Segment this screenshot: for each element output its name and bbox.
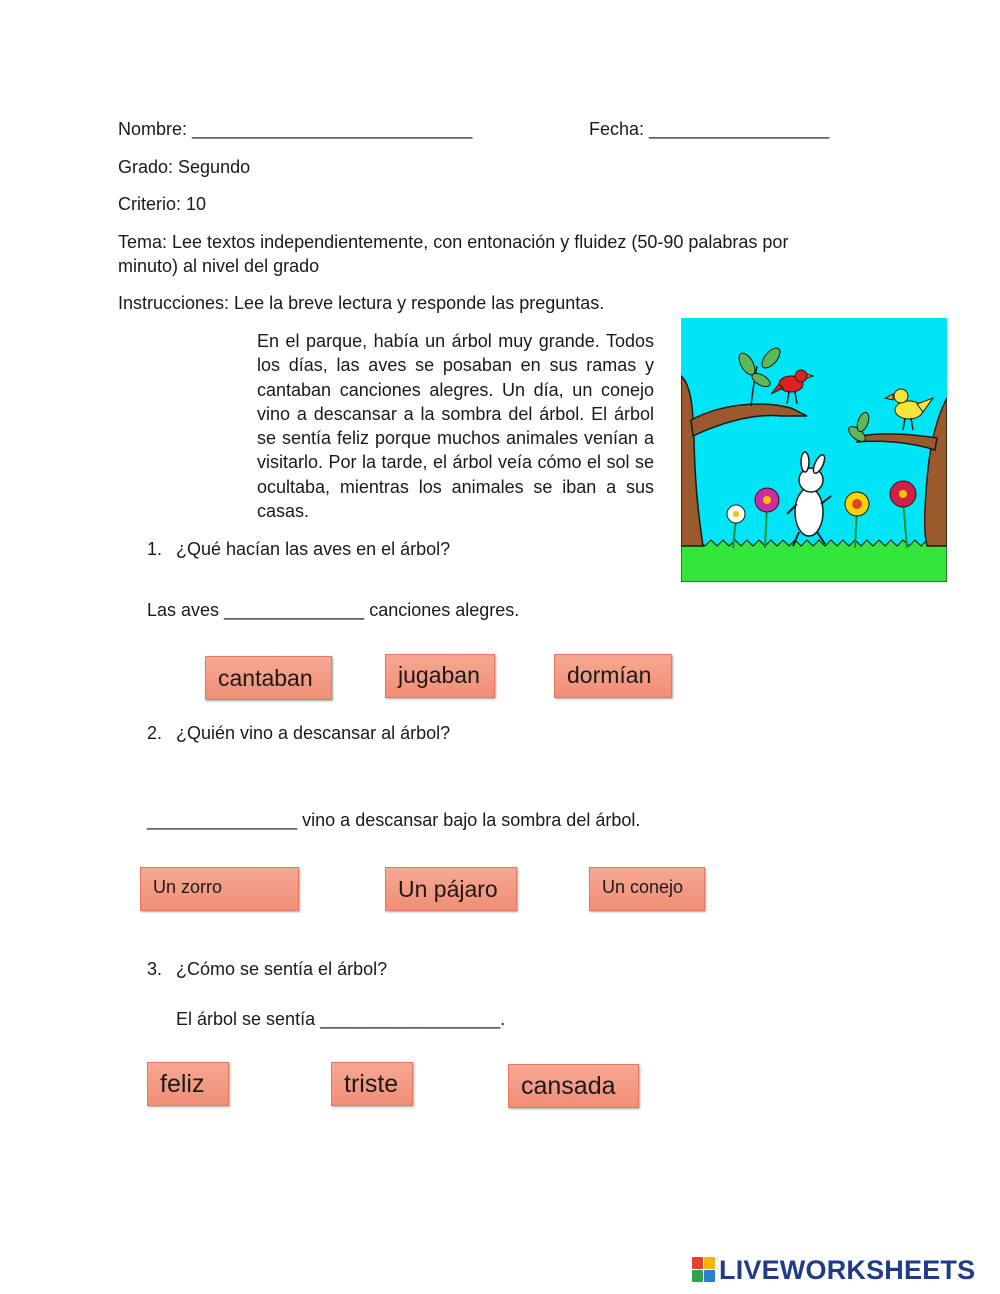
option-label: cantaban	[218, 665, 313, 691]
option-label: triste	[344, 1070, 399, 1098]
option-jugaban[interactable]	[385, 654, 495, 698]
option-feliz[interactable]	[147, 1062, 229, 1106]
option-cansada[interactable]	[508, 1064, 639, 1108]
name-field[interactable]: Nombre: ____________________________	[118, 119, 473, 139]
option-label: Un pájaro	[398, 876, 498, 902]
question-2	[147, 723, 450, 744]
criterion-text: Criterio: 10	[118, 194, 207, 214]
option-dormian[interactable]	[554, 654, 672, 698]
date-field[interactable]: Fecha: __________________	[589, 119, 830, 139]
question-text: ¿Quién vino a descansar al árbol?	[176, 723, 451, 743]
option-un-conejo[interactable]	[589, 867, 705, 911]
topic-text-line1: Tema: Lee textos independientemente, con entonación y fluidez (50-90 palabras por	[118, 232, 789, 252]
option-cantaban[interactable]	[205, 656, 332, 700]
park-tree-illustration	[681, 318, 947, 582]
question-number: 3.	[147, 959, 163, 979]
question-text: ¿Cómo se sentía el árbol?	[176, 959, 388, 979]
liveworksheets-logo-text: LIVEWORKSHEETS	[719, 1254, 976, 1285]
grade-text: Grado: Segundo	[118, 157, 251, 177]
question-number: 1.	[147, 539, 163, 559]
question-3	[147, 959, 387, 980]
answer-sentence-3: El árbol se sentía __________________.	[176, 1009, 506, 1029]
answer-sentence-1: Las aves ______________ canciones alegres.	[147, 600, 520, 620]
option-un-pajaro[interactable]	[385, 867, 517, 911]
option-triste[interactable]	[331, 1062, 413, 1106]
option-un-zorro[interactable]	[140, 867, 299, 911]
question-text: ¿Qué hacían las aves en el árbol?	[176, 539, 451, 559]
reading-passage: En el parque, había un árbol muy grande. Todos los días, las aves se posaban en sus ramas y cantaban canciones alegres. Un día, un conejo vino a descansar a la sombra del árbol. El árbol se sentía feliz porque muchos animales venían a visitarlo. Por la tarde, el árbol veía cómo el sol se ocultaba, mientras los animales se iban a sus casas.	[257, 331, 654, 522]
liveworksheets-logo	[692, 1255, 975, 1285]
option-label: feliz	[160, 1070, 205, 1098]
answer-sentence-2: _______________ vino a descansar bajo la sombra del árbol.	[147, 810, 641, 830]
liveworksheets-logo-icon	[692, 1257, 716, 1283]
option-label: Un conejo	[602, 877, 684, 897]
question-1	[147, 539, 450, 560]
option-label: cansada	[521, 1072, 616, 1100]
instructions-text: Instrucciones: Lee la breve lectura y responde las preguntas.	[118, 293, 605, 313]
option-label: jugaban	[398, 662, 480, 688]
topic-text-line2: minuto) al nivel del grado	[118, 256, 320, 276]
option-label: Un zorro	[153, 877, 223, 897]
question-number: 2.	[147, 723, 163, 743]
option-label: dormían	[567, 662, 652, 688]
